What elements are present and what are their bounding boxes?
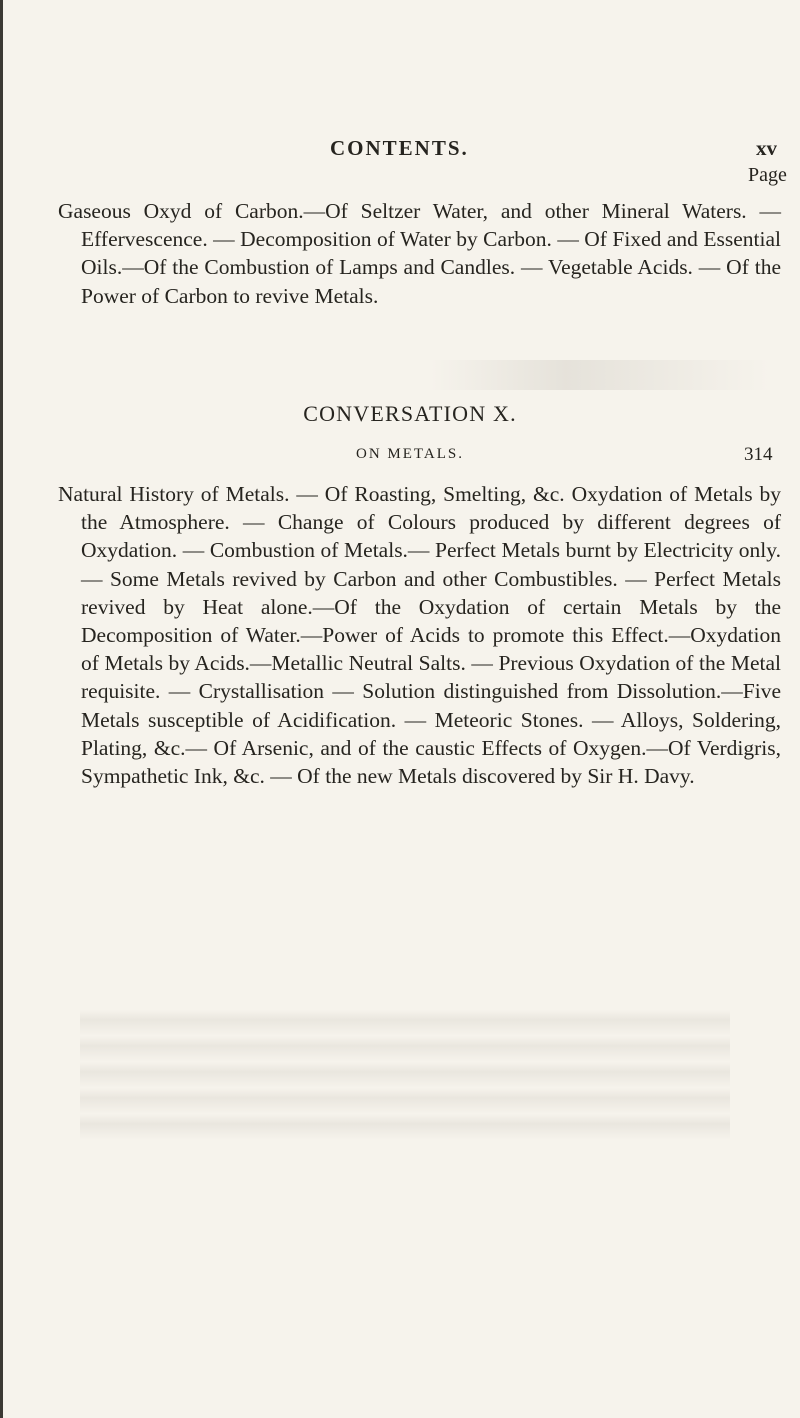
chapter-subtitle: ON METALS. <box>356 446 464 462</box>
chapter-heading: CONVERSATION X. <box>303 401 517 426</box>
running-title: CONTENTS. <box>330 136 469 160</box>
folio-number: xv <box>756 136 777 160</box>
running-head <box>0 136 800 168</box>
contents-entry-continued: Gaseous Oxyd of Carbon.—Of Seltzer Water, and other Mineral Waters. — Effervescence. — Decomposition of Water by Carbon. — Of Fixed and Essential Oils.—Of the Combustion of Lamps and Candles. — Vegetable Acids. — Of the Power of Carbon to revive Metals. <box>58 199 781 308</box>
show-through-stain <box>430 360 770 390</box>
chapter-page-number: 314 <box>744 444 773 465</box>
contents-entry-text: Natural History of Metals. — Of Roasting, Smelting, &c. Oxydation of Metals by the Atmosphere. — Change of Colours produced by different degrees of Oxydation. — Combustion of Metals.— Perfect Metals burnt by Electricity only.— Some Metals revived by Carbon and other Combustibles. — Perfect Metals revived by Heat alone.—Of the Oxydation of certain Metals by the Decomposition of Water.—Power of Acids to promote this Effect.—Oxydation of Metals by Acids.—Metallic Neutral Salts. — Previous Oxydation of the Metal requisite. — Crystallisation — Solution distinguished from Dissolution.—Five Metals susceptible of Acidification. — Meteoric Stones. — Alloys, Soldering, Plating, &c.— Of Arsenic, and of the caustic Effects of Oxygen.—Of Verdigris, Sympathetic Ink, &c. — Of the new Metals discovered by Sir H. Davy. <box>58 482 781 789</box>
page-column-label: Page <box>748 164 787 186</box>
chapter-subheading-row <box>0 446 800 470</box>
show-through-stain-lower <box>80 1010 730 1140</box>
page-edge-shadow <box>0 0 3 1418</box>
